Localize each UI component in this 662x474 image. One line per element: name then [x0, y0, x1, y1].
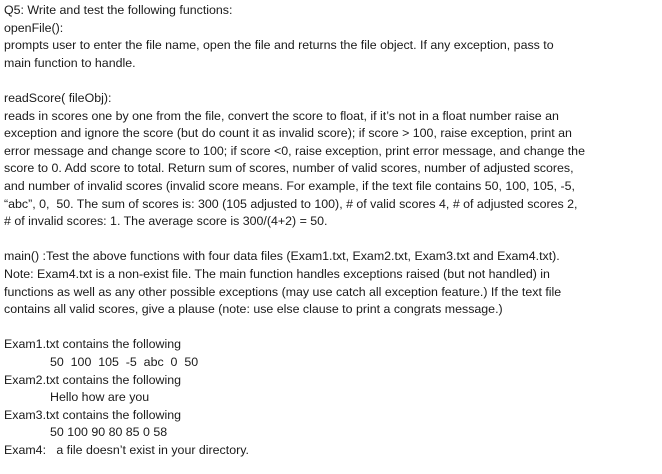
exam2-label: Exam2.txt contains the following: [4, 372, 182, 387]
exam1-content: 50 100 105 -5 abc 0 50: [50, 355, 199, 369]
readscore-desc-line: score to 0. Add score to total. Return sum of scores, number of valid scores, number of adjusted scores,: [4, 161, 574, 176]
readscore-desc-line: error message and change score to 100; if score <0, raise exception, print error message, and change the: [4, 143, 585, 158]
readscore-desc-line: # of invalid scores: 1. The average score is 300/(4+2) = 50.: [4, 214, 328, 229]
exam1-label: Exam1.txt contains the following: [4, 337, 182, 352]
question-title: Q5: Write and test the following functions:: [4, 3, 233, 17]
readscore-desc-line: and number of invalid scores (invalid score means. For example, if the text file contains 50, 100, 105, -5,: [4, 179, 575, 193]
exam3-label: Exam3.txt contains the following: [4, 407, 182, 422]
openfile-heading: openFile():: [4, 20, 64, 35]
readscore-heading: readScore( fileObj):: [4, 91, 112, 105]
readscore-desc-line: “abc”, 0, 50. The sum of scores is: 300 (105 adjusted to 100), # of valid scores 4, # of adjusted scores 2,: [4, 196, 578, 211]
exam3-content: 50 100 90 80 85 0 58: [50, 425, 168, 440]
readscore-desc-line: reads in scores one by one from the file, convert the score to float, if it’s not in a float number raise an: [4, 108, 559, 123]
openfile-desc-line: prompts user to enter the file name, open the file and returns the file object. If any exception, pass to: [4, 38, 554, 53]
exam2-content: Hello how are you: [50, 390, 150, 405]
openfile-desc-line: main function to handle.: [4, 55, 136, 70]
main-desc-line: contains all valid scores, give a plause (note: use else clause to print a congrats message.): [4, 302, 503, 317]
main-desc-line: Note: Exam4.txt is a non-exist file. The main function handles exceptions raised (but not handled) in: [4, 267, 550, 281]
main-desc-line: functions as well as any other possible exceptions (may use catch all exception feature.) If the text file: [4, 284, 562, 299]
main-desc-line: main() :Test the above functions with four data files (Exam1.txt, Exam2.txt, Exam3.txt and Exam4.txt).: [4, 249, 560, 264]
readscore-desc-line: exception and ignore the score (but do count it as invalid score); if score > 100, raise exception, print an: [4, 126, 572, 141]
exam4-line: Exam4: a file doesn’t exist in your directory.: [4, 443, 249, 457]
